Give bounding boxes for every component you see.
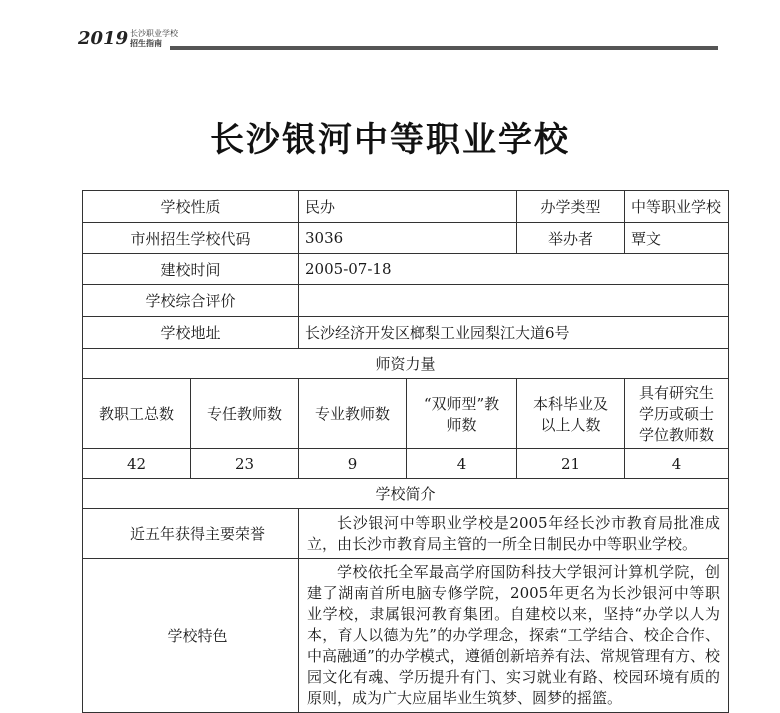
faculty-section-title: 师资力量 — [83, 349, 729, 379]
row-evaluation — [83, 285, 729, 317]
honors-text: 长沙银河中等职业学校是2005年经长沙市教育局批准成立，由长沙市教育局主管的一所全日制民办中等职业学校。 — [299, 509, 729, 559]
row-honors — [83, 509, 729, 559]
row-faculty-title — [83, 349, 729, 379]
address-label: 学校地址 — [83, 317, 299, 349]
faculty-value: 4 — [407, 449, 517, 479]
faculty-value: 23 — [191, 449, 299, 479]
row-faculty-values — [83, 449, 729, 479]
evaluation-value — [299, 285, 729, 317]
row-faculty-headers — [83, 379, 729, 449]
honors-label: 近五年获得主要荣誉 — [83, 509, 299, 559]
school-type-label: 办学类型 — [517, 191, 625, 223]
row-intro-title — [83, 479, 729, 509]
school-type-value: 中等职业学校 — [625, 191, 729, 223]
page-header — [78, 26, 718, 56]
faculty-value: 42 — [83, 449, 191, 479]
row-school-nature — [83, 191, 729, 223]
school-info-table — [82, 190, 729, 713]
faculty-value: 9 — [299, 449, 407, 479]
school-nature-label: 学校性质 — [83, 191, 299, 223]
faculty-header: 专任教师数 — [191, 379, 299, 449]
intro-section-title: 学校简介 — [83, 479, 729, 509]
features-text: 学校依托全军最高学府国防科技大学银河计算机学院，创建了湖南首所电脑专修学院，2005年更名为长沙银河中等职业学校，隶属银河教育集团。自建校以来，坚持“办学以人为本，育人以德为先”的办学理念，探索“工学结合、校企合作、中高融通”的办学模式，遵循创新培养有法、常规管理有方、校园文化有魂、学历提升有门、实习就业有路、校园环境有质的原则，成为广大应届毕业生筑梦、圆梦的摇篮。 — [299, 559, 729, 713]
features-label: 学校特色 — [83, 559, 299, 713]
founder-value: 覃文 — [625, 223, 729, 254]
header-line1: 长沙职业学校 — [130, 29, 178, 38]
row-founded — [83, 254, 729, 285]
address-value: 长沙经济开发区榔梨工业园梨江大道6号 — [299, 317, 729, 349]
code-label: 市州招生学校代码 — [83, 223, 299, 254]
faculty-value: 21 — [517, 449, 625, 479]
faculty-header: 具有研究生学历或硕士学位教师数 — [625, 379, 729, 449]
founded-label: 建校时间 — [83, 254, 299, 285]
faculty-header: 教职工总数 — [83, 379, 191, 449]
row-code — [83, 223, 729, 254]
row-address — [83, 317, 729, 349]
header-rule — [170, 46, 718, 50]
page-title: 长沙银河中等职业学校 — [210, 120, 570, 160]
code-value: 3036 — [299, 223, 517, 254]
header-line2: 招生指南 — [130, 39, 162, 48]
school-nature-value: 民办 — [299, 191, 517, 223]
header-year: 2019 — [78, 28, 129, 49]
faculty-header: 专业教师数 — [299, 379, 407, 449]
faculty-header: 本科毕业及以上人数 — [517, 379, 625, 449]
founder-label: 举办者 — [517, 223, 625, 254]
row-features — [83, 559, 729, 713]
evaluation-label: 学校综合评价 — [83, 285, 299, 317]
faculty-header: “双师型”教师数 — [407, 379, 517, 449]
founded-value: 2005-07-18 — [299, 254, 729, 285]
faculty-value: 4 — [625, 449, 729, 479]
